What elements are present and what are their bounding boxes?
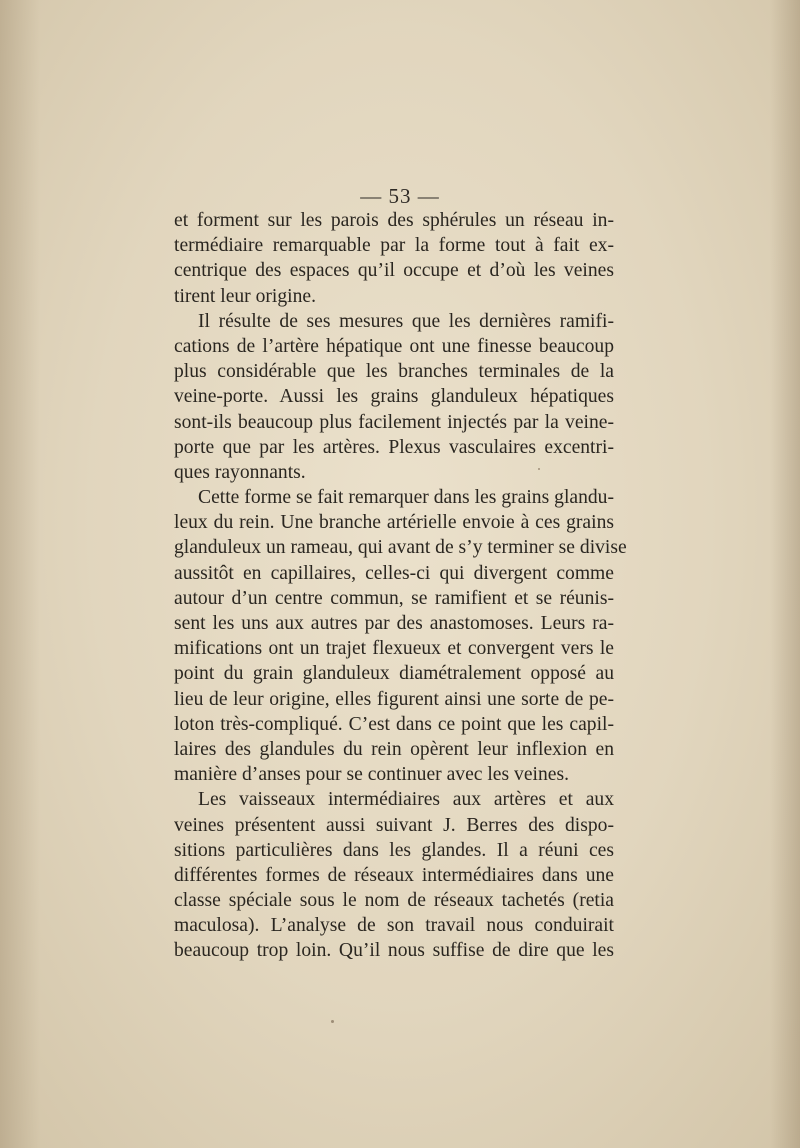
text-line: aussitôt en capillaires, celles-ci qui divergent comme bbox=[174, 562, 614, 584]
text-line: sitions particulières dans les glandes. Il a réuni ces bbox=[174, 839, 614, 861]
text-line: lieu de leur origine, elles figurent ainsi une sorte de pe- bbox=[174, 688, 614, 710]
text-line: laires des glandules du rein opèrent leur inflexion en bbox=[174, 738, 614, 760]
text-line: porte que par les artères. Plexus vasculaires excentri- bbox=[174, 436, 614, 458]
paper-fleck bbox=[538, 468, 540, 470]
text-line: leux du rein. Une branche artérielle envoie à ces grains bbox=[174, 512, 614, 534]
text-line: point du grain glanduleux diamétralement opposé au bbox=[174, 663, 614, 685]
text-line: veine-porte. Aussi les grains glanduleux hépatiques bbox=[174, 386, 614, 408]
text-line: veines présentent aussi suivant J. Berres des dispo- bbox=[174, 814, 614, 836]
text-line: et forment sur les parois des sphérules un réseau in- bbox=[174, 210, 614, 231]
text-line: Cette forme se fait remarquer dans les grains glandu- bbox=[198, 487, 614, 509]
text-line: Il résulte de ses mesures que les dernières ramifi- bbox=[198, 310, 614, 332]
text-line: différentes formes de réseaux intermédiaires dans une bbox=[174, 864, 614, 886]
text-line: autour d’un centre commun, se ramifient et se réunis- bbox=[174, 587, 614, 609]
text-line: centrique des espaces qu’il occupe et d’où les veines bbox=[174, 260, 614, 282]
text-line: classe spéciale sous le nom de réseaux tachetés (retia bbox=[174, 890, 614, 912]
text-line: plus considérable que les branches terminales de la bbox=[174, 361, 614, 383]
text-line: loton très-compliqué. C’est dans ce point que les capil- bbox=[174, 713, 614, 735]
text-line: sent les uns aux autres par des anastomoses. Leurs ra- bbox=[174, 613, 614, 634]
text-line: termédiaire remarquable par la forme tout à fait ex- bbox=[174, 235, 614, 257]
paper-fleck bbox=[331, 1020, 334, 1023]
text-line: sont-ils beaucoup plus facilement injectés par la veine- bbox=[174, 411, 614, 433]
text-line: mifications ont un trajet flexueux et convergent vers le bbox=[174, 638, 614, 660]
text-line: ques rayonnants. bbox=[174, 461, 306, 483]
text-line: Les vaisseaux intermédiaires aux artères et aux bbox=[198, 789, 614, 811]
text-line: maculosa). L’analyse de son travail nous conduirait bbox=[174, 915, 614, 937]
text-line: manière d’anses pour se continuer avec les veines. bbox=[174, 764, 569, 786]
page-number: — 53 — bbox=[360, 184, 440, 208]
text-line: beaucoup trop loin. Qu’il nous suffise de dire que les bbox=[174, 940, 614, 962]
text-line: tirent leur origine. bbox=[174, 285, 317, 307]
text-line: cations de l’artère hépatique ont une finesse beaucoup bbox=[174, 335, 614, 357]
text-line: glanduleux un rameau, qui avant de s’y terminer se divise bbox=[174, 537, 627, 559]
body-text bbox=[174, 208, 627, 964]
